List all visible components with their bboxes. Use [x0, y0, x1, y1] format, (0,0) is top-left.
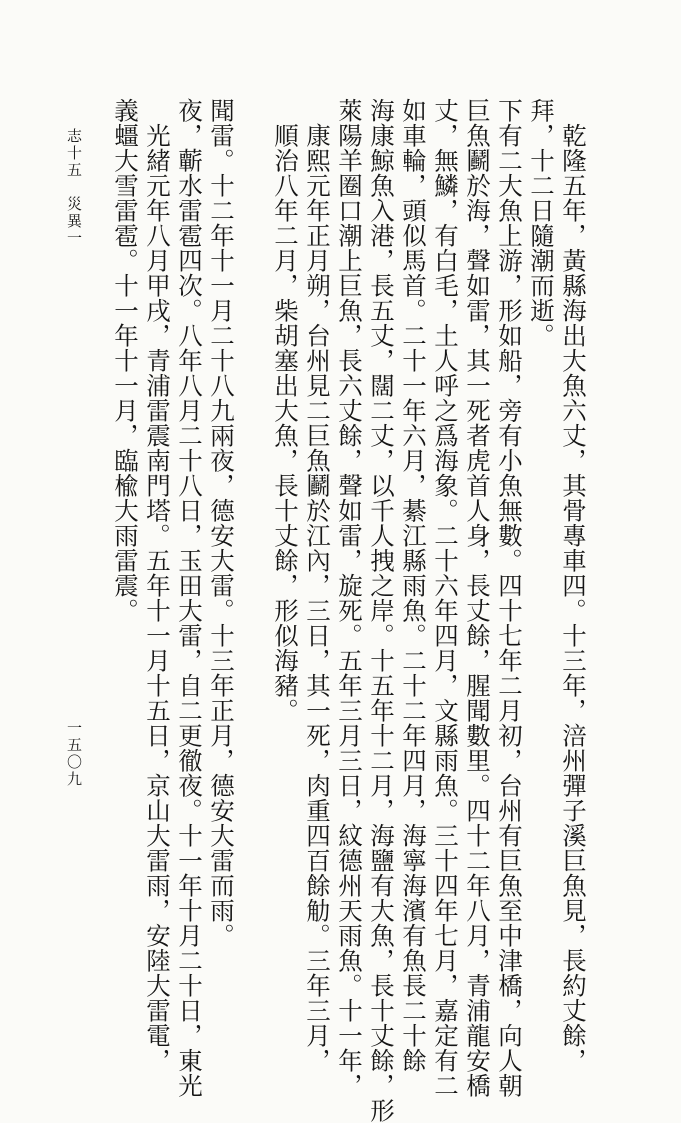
- text-column-10: 如車輪，頭似馬首。二十一年六月，綦江縣雨魚。二十二年四月，海寧海濱有魚長二十餘: [399, 98, 428, 1073]
- running-head: 志十五 災異一: [65, 128, 83, 247]
- text-column-6: 順治八年二月，柴胡塞出大魚，長十丈餘，形似海豬。: [271, 98, 300, 723]
- text-column-1: 義䗵大雪雷雹。十一年十一月，臨楡大雨雷震。: [111, 98, 140, 623]
- text-column-3: 夜，蘄水雷雹四次。八年八月二十八日，玉田大雷，自二更徹夜。十一年十月二十日，東光: [175, 98, 204, 1098]
- text-column-12: 巨魚鬬於海，聲如雷，其一死者虎首人身，長丈餘，腥聞數里。四十二年八月，青浦龍安橋: [463, 98, 492, 1098]
- text-column-4: 聞雷。十二年十一月二十八九兩夜，德安大雷。十三年正月，德安大雷而雨。: [207, 98, 236, 948]
- text-column-7: 康熙元年正月朔，台州見二巨魚鬬於江內，三日，其一死，肉重四百餘觔。三年三月，: [303, 98, 332, 1073]
- page-number: 一五〇九: [65, 720, 83, 788]
- text-column-13: 下有二大魚上游，形如船，旁有小魚無數。四十七年二月初，台州有巨魚至中津橋，向人朝: [495, 98, 524, 1098]
- text-column-9: 海康鯨魚入港，長五丈，闊二丈，以千人拽之岸。十五年十二月，海鹽有大魚，長十丈餘，形: [367, 98, 396, 1123]
- text-column-11: 丈，無鱗，有白毛，土人呼之爲海象。二十六年四月，文縣雨魚。三十四年七月，嘉定有二: [431, 98, 460, 1098]
- text-column-8: 萊陽羊圈口潮上巨魚，長六丈餘，聲如雷，旋死。五年三月三日，紋德州天雨魚。十一年，: [335, 98, 364, 1098]
- text-column-15: 乾隆五年，黃縣海出大魚六丈，其骨專車四。十三年，涪州彈子溪巨魚見，長約丈餘，: [559, 98, 588, 1073]
- text-column-14: 拜，十二日隨潮而逝。: [527, 98, 556, 348]
- text-column-2: 光緒元年八月甲戌，青浦雷震南門塔。五年十一月十五日，京山大雷雨，安陸大雷電，: [143, 98, 172, 1073]
